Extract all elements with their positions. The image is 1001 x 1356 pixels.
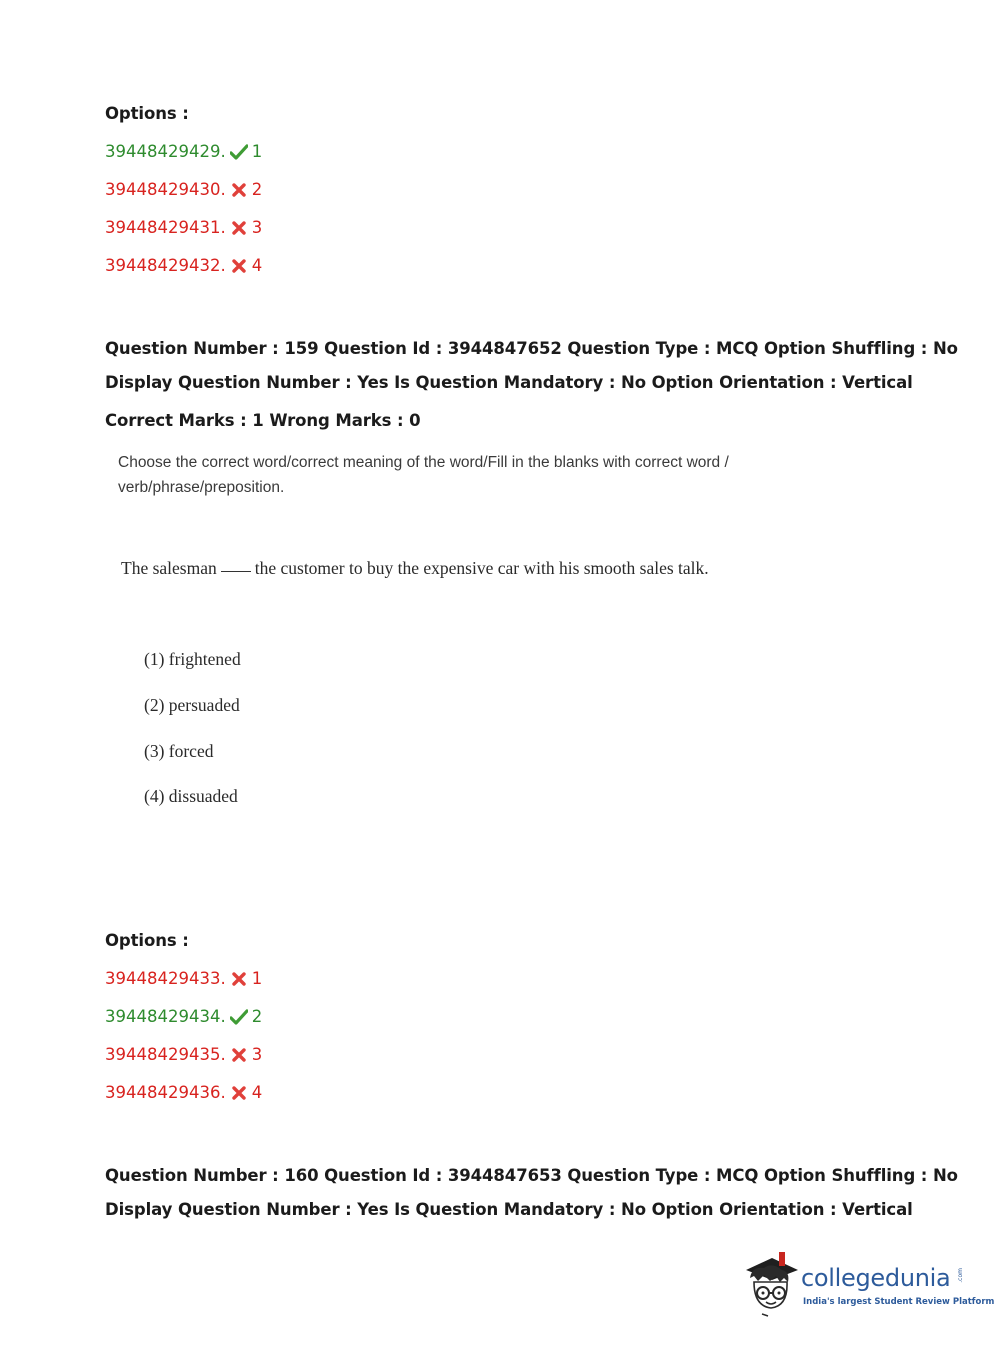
choice-item: (3) forced [144,741,214,761]
question-meta-line: Question Number : 159 Question Id : 3944847652 Question Type : MCQ Option Shuffling : No [105,339,958,358]
cross-icon [230,1084,248,1102]
instruction-line: Choose the correct word/correct meaning of the word/Fill in the blanks with correct word / [118,454,729,471]
cross-icon [230,970,248,988]
option-row [105,256,262,275]
option-row [105,1007,262,1026]
choice-item: (2) persuaded [144,695,240,715]
option-row [105,1083,262,1102]
option-number: 4 [251,256,263,275]
option-id: 39448429434. [105,1007,226,1026]
check-icon [230,143,248,161]
question-meta-line: Display Question Number : Yes Is Question Mandatory : No Option Orientation : Vertical [105,1200,913,1219]
options-label: Options : [105,104,189,123]
question-instruction [118,450,729,500]
option-row [105,142,262,161]
option-id: 39448429435. [105,1045,226,1064]
option-id: 39448429430. [105,180,226,199]
option-number: 1 [251,969,263,988]
option-id: 39448429431. [105,218,226,237]
cross-icon [230,181,248,199]
check-icon [230,1008,248,1026]
option-row [105,218,262,237]
mascot-icon [742,1248,800,1318]
option-id: 39448429436. [105,1083,226,1102]
cross-icon [230,219,248,237]
question-sentence [121,558,709,579]
fill-blank [221,571,251,572]
instruction-line: verb/phrase/preposition. [118,479,285,496]
brand-logo-suffix: .com [957,1268,964,1283]
question-meta-line: Question Number : 160 Question Id : 3944847653 Question Type : MCQ Option Shuffling : No [105,1166,958,1185]
choice-item: (1) frightened [144,649,241,669]
options-label: Options : [105,931,189,950]
option-id: 39448429432. [105,256,226,275]
sentence-part: The salesman [121,558,217,578]
option-number: 1 [251,142,263,161]
option-number: 2 [251,1007,263,1026]
option-id: 39448429429. [105,142,226,161]
cross-icon [230,1046,248,1064]
question-meta-line: Display Question Number : Yes Is Question Mandatory : No Option Orientation : Vertical [105,373,913,392]
option-id: 39448429433. [105,969,226,988]
option-number: 4 [251,1083,263,1102]
cross-icon [230,257,248,275]
sentence-part: the customer to buy the expensive car with his smooth sales talk. [254,558,709,578]
option-row [105,180,262,199]
brand-tagline: India's largest Student Review Platform [803,1297,995,1307]
option-number: 3 [251,218,263,237]
option-number: 2 [251,180,263,199]
brand-logo-name: collegedunia [801,1264,951,1292]
option-row [105,1045,262,1064]
option-row [105,969,262,988]
choice-item: (4) dissuaded [144,786,238,806]
question-marks-line: Correct Marks : 1 Wrong Marks : 0 [105,411,421,430]
option-number: 3 [251,1045,263,1064]
